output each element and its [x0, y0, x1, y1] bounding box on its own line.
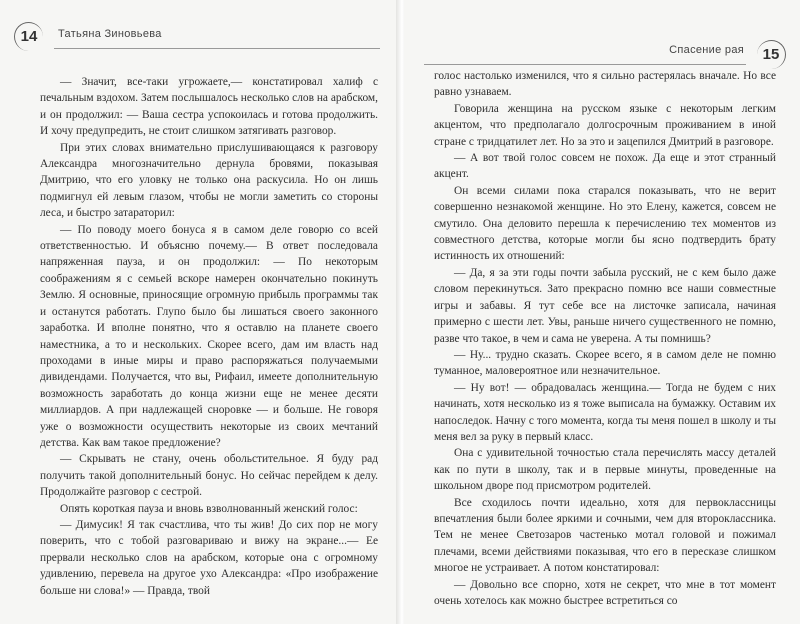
- right-running-title: Спасение рая: [669, 44, 744, 56]
- paragraph: — Значит, все-таки угрожаете,— констатировал халиф с печальным вздохом. Затем послышалось несколько слов на арабском, и он продолжил: — Ваша сестра успокоилась и готова продолжить. И хочу предупредить, не стоит слишком затягивать разговор.: [40, 76, 378, 138]
- paragraph: голос настолько изменился, что я сильно растерялась вначале. Но все равно узнаваем.: [434, 70, 776, 99]
- paragraph: — Димусик! Я так счастлива, что ты жив! До сих пор не могу поверить, что с тобой разговариваю и вижу на экране...— Ее прервали несколько слов на арабском, которые она с огромному удивлению, перевела на другое ухо Александра: «Про изображение больше ни слова!» — Правда, твой: [40, 518, 378, 597]
- paragraph: — По поводу моего бонуса я в самом деле говорю со всей ответственностью. И объясню почему.— В ответ последовала напряженная пауза, и он продолжил: — По некоторым соображениям я с семьей вскоре намерен окончательно покинуть Землю. Я основные, приносящие огромную прибыль программы так и останутся работать. Глупо было бы лишаться своего законного заработка. И вполне понятно, что я оставлю на планете своего наместника, а то и нескольких. Скорее всего, дам им власть над проходами в иные миры и право распоряжаться получаемыми дивидендами. Получается, что вы, Рифаил, имеете дополнительную возможность заработать до конца жизни еще не менее десяти миллиардов. А при надлежащей сноровке — и больше. Не говоря уже о возможности осуществить некоторые из своих мечтаний детства. Как вам такое предложение?: [40, 223, 378, 449]
- right-page-body: [434, 68, 776, 609]
- right-page-header: [424, 22, 786, 63]
- left-page-number: 14: [14, 22, 43, 51]
- right-page: [404, 0, 800, 624]
- paragraph: — Скрывать не стану, очень обольстительное. Я буду рад получить такой дополнительный бонус. Но сейчас перейдем к делу. Продолжайте разговор с сестрой.: [40, 453, 378, 499]
- left-running-title: Татьяна Зиновьева: [58, 28, 162, 40]
- left-page-body: [40, 74, 378, 599]
- paragraph: Опять короткая пауза и вновь взволнованный женский голос:: [60, 502, 358, 515]
- paragraph: Она с удивительной точностью стала перечислять массу деталей как по пути в школу, так и в первые минуты, проведенные на школьном дворе под присмотром родителей.: [434, 447, 776, 493]
- paragraph: — Довольно все спорно, хотя не секрет, что мне в тот момент очень хотелось как можно быстрее встретиться со: [434, 578, 776, 607]
- paragraph: — Ну... трудно сказать. Скорее всего, я в самом деле не помню туманное, маловероятное или незначительное.: [434, 348, 776, 378]
- right-header-rule: [424, 64, 746, 65]
- paragraph: Он всеми силами пока старался показывать, что не верит совершенно незнакомой женщине. Но это Елену, кажется, совсем не смутило. Она деловито перешла к перечислению тех моментов из совместного детства, которые могли бы ясно подтвердить брату истинность их отношений:: [434, 184, 776, 263]
- paragraph: Говорила женщина на русском языке с некоторым легким акцентом, что предполагало долгосрочным проживанием в иной стране с тридцатилет лет. Но за это и зацепился Дмитрий в разговоре.: [434, 102, 776, 148]
- left-page-header: [14, 22, 380, 52]
- paragraph: — Да, я за эти годы почти забыла русский, не с кем было даже словом перекинуться. Зато прекрасно помню все наши совместные игры и забавы. Я тут себе все на листочке записала, начиная примерно с шести лет. Увы, раньше ничего существенного не помню, разве что такое, в чем и сама не уверена. А ты помнишь?: [434, 266, 776, 345]
- left-header-rule: [54, 48, 380, 49]
- right-page-number: 15: [757, 40, 786, 69]
- paragraph: Все сходилось почти идеально, хотя для первоклассницы впечатления были более яркими и сочными, чем для второклассника. Тем не менее Светозаров частенько мотал головой и пожимал плечами, всеми действиями показывая, что его в пересказе слишком многое не устраивает. А потом констатировал:: [434, 496, 776, 575]
- paragraph: — А вот твой голос совсем не похож. Да еще и этот странный акцент.: [434, 152, 776, 181]
- paragraph: — Ну вот! — обрадовалась женщина.— Тогда не будем с них начинать, хотя несколько из я тоже выписала на бумажку. Оставим их напоследок. Начну с того момента, когда ты меня пошел в школу и ты меня вел за руку в первый класс.: [434, 381, 776, 443]
- paragraph: При этих словах внимательно прислушивающаяся к разговору Александра многозначительно дернула бровями, показывая Дмитрию, что его уловку не только она раскусила. Но он лишь подмигнул ей левым глазом, чтобы не могли заметить со стороны леса, и быстро затараторил:: [40, 141, 378, 220]
